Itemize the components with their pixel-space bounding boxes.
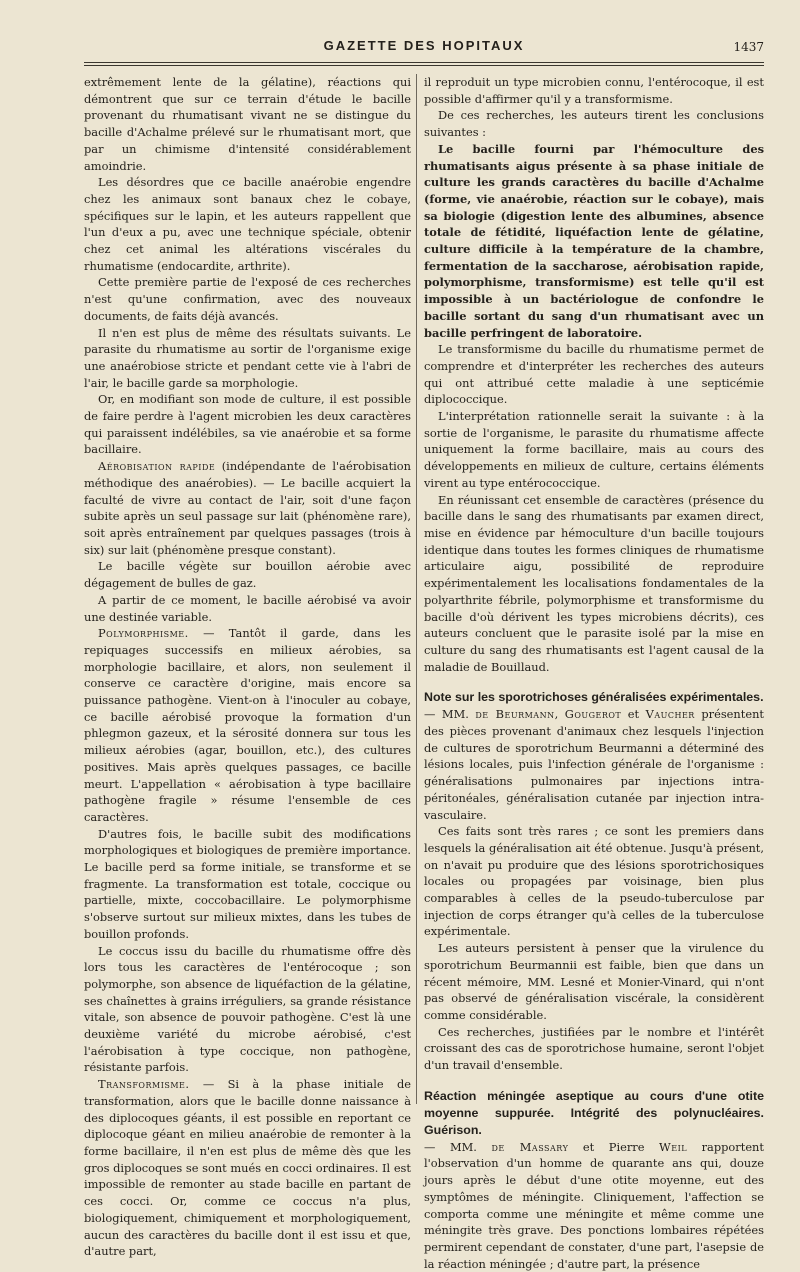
author-separator: ,: [554, 707, 565, 722]
section-label: Polymorphisme.: [98, 626, 189, 641]
paragraph: Il n'en est plus de même des résultats suivants. Le parasite du rhumatisme au sortir de l'organisme exige une anaérobiose stricte et pendant cette vie à l'abri de l'air, le bacille garde sa morphologie.: [84, 325, 411, 390]
paragraph: Le coccus issu du bacille du rhumatisme offre dès lors tous les caractères de l'entérocoque ; son polymorphe, son absence de liquéfaction de la gélatine, ses chaînettes à grains irréguliers, sa grande résistance vitale, son absence de pouvoir pathogène. C'est là une deuxième variété du microbe aérobisé, c'est l'aérobisation à type coccique, non pathogène, résistante parfois.: [84, 943, 411, 1075]
header-rule-bottom: [84, 65, 764, 66]
section-label: Aérobisation rapide: [98, 459, 216, 474]
paragraph: De ces recherches, les auteurs tirent les conclusions suivantes :: [424, 108, 764, 140]
header-rule-top: [84, 62, 764, 63]
page-number: 1437: [733, 40, 764, 54]
column-divider: [416, 74, 417, 1104]
section-text: — Tantôt il garde, dans les repiquages successifs en milieux aérobies, sa morphologie bacillaire, et alors, non seulement il conserve ce caractère d'origine, mais encore sa puissance pathogène. Vient-on à l'inoculer au cobaye, ce bacille aérobisé provoque la formation d'un phlegmon gazeux, et la sérosité donnera sur tous les milieux aérobies (agar, bouillon, etc.), des cultures positives. Mais après quelques passages, ce bacille meurt. L'appellation « aérobisation à type bacillaire pathogène fragile » résume l'ensemble de ces caractères.: [84, 626, 411, 824]
paragraph: Les auteurs persistent à penser que la virulence du sporotrichum Beurmannii est faible, bien que dans un récent mémoire, MM. Lesné et Monier-Vinard, qui n'ont pas observé de généralisation viscérale, la considèrent comme considérable.: [424, 941, 764, 1022]
paragraph: Le bacille végète sur bouillon aérobie avec dégagement de bulles de gaz.: [84, 559, 411, 591]
article-text: rapportent l'observation d'un homme de quarante ans qui, douze jours après le début d'une otite moyenne, eut des symptômes de méningite. Cliniquement, l'affection se comporta comme une méningite et même comme une méningite très grave. Des ponctions lombaires répétées permirent cependant de constater, d'une part, l'asepsie de la réaction méningée ; d'autre part, la présence: [424, 1139, 764, 1271]
author-name: Weil: [659, 1139, 688, 1154]
journal-title: GAZETTE DES HOPITAUX: [323, 38, 525, 53]
section-label: Transformisme.: [98, 1077, 190, 1092]
paragraph: Or, en modifiant son mode de culture, il est possible de faire perdre à l'agent microbien les deux caractères qui paraissent indélébiles, sa vie anaérobie et sa forme bacillaire.: [84, 392, 411, 457]
paragraph: extrêmement lente de la gélatine), réactions qui démontrent que sur ce terrain d'étude le bacille provenant du rhumatisant vivant ne se distingue du bacille d'Achalme prélevé sur le rhumatisant mort, que par un chimisme d'intensité considérablement amoindrie.: [84, 75, 411, 173]
section-text: (indépendante de l'aérobisation méthodique des anaérobies). — Le bacille acquiert la faculté de vivre au contact de l'air, soit d'une façon subite après un seul passage sur lait (phénomène rare), soit après entraînement par quelques passages (trois à six) sur lait (phénomène presque constant).: [84, 459, 411, 557]
article-title-sporotrichoses: Note sur les sporotrichoses généralisées expérimentales.: [424, 690, 764, 705]
paragraph: Les désordres que ce bacille anaérobie engendre chez les animaux sont banaux chez le cobaye, spécifiques sur le lapin, et les auteurs rappellent que l'un d'eux a pu, avec une technique spéciale, obtenir chez cet animal les altérations viscérales du rhumatisme (endocardite, arthrite).: [84, 175, 411, 273]
section-transformisme: [84, 1076, 411, 1260]
article-intro: [424, 706, 764, 823]
page-header: [84, 34, 764, 60]
author-separator: et Pierre: [568, 1139, 660, 1154]
section-aerobisation: [84, 458, 411, 558]
article-intro: [424, 1139, 764, 1272]
author-name: Gougerot: [564, 707, 622, 722]
author-name: de Massary: [491, 1139, 569, 1154]
section-text: — Si à la phase initiale de transformation, alors que le bacille donne naissance à des diplocoques géants, il est possible en reportant ce diplocoque géant en milieu anaérobie de remonter à la forme bacillaire, il n'en est plus de même dès que les gros diplocoques se sont mués en cocci ordinaires. Il est impossible de remonter au stade bacille en partant de ces cocci. Or, comme ce coccus n'a plus, biologiquement, chimiquement et morphologiquement, aucun des caractères du bacille dont il est issu et que, d'autre part,: [84, 1077, 411, 1259]
right-column: [424, 74, 764, 1271]
article-title-meningee: Réaction méningée aseptique au cours d'une otite moyenne suppurée. Intégrité des polynucléaires. Guérison.: [424, 1088, 764, 1137]
author-separator: et: [621, 707, 646, 722]
paragraph: En réunissant cet ensemble de caractères (présence du bacille dans le sang des rhumatisants par examen direct, mise en évidence par hémoculture d'un bacille toujours identique dans toutes les formes cliniques de rhumatisme articulaire aigu, possibilité de reproduire expérimentalement les localisations fondamentales de la polyarthrite fébrile, polymorphisme et transformisme du bacille d'où dérivent les types microbiens décrits), ces auteurs concluent que le parasite isolé par la mise en culture du sang des rhumatisants est l'agent causal de la maladie de Bouillaud.: [424, 492, 764, 674]
left-column: [84, 74, 411, 1259]
paragraph: D'autres fois, le bacille subit des modifications morphologiques et biologiques de première importance. Le bacille perd sa forme initiale, se transforme et se fragmente. La transformation est totale, coccique ou partielle, mixte, coccobacillaire. Le polymorphisme s'observe surtout sur milieux mixtes, dans les tubes de bouillon profonds.: [84, 826, 411, 941]
author-name: Vaucher: [645, 707, 695, 722]
paragraph: Le transformisme du bacille du rhumatisme permet de comprendre et d'interpréter les recherches des auteurs qui ont attribué cette maladie à une septicémie diplococcique.: [424, 342, 764, 407]
authors-prefix: — MM.: [424, 707, 476, 722]
paragraph: il reproduit un type microbien connu, l'entérocoque, il est possible d'affirmer qu'il y a transformisme.: [424, 75, 764, 106]
section-polymorphisme: [84, 625, 411, 825]
article-text: présentent des pièces provenant d'animaux chez lesquels l'injection de cultures de sporotrichum Beurmanni a déterminé des lésions locales, puis l'infection générale de l'organisme : généralisations pulmonaires par injections intra-péritonéales, généralisation cutanée par injection intra-vasculaire.: [424, 707, 764, 822]
paragraph: Ces faits sont très rares ; ce sont les premiers dans lesquels la généralisation ait été obtenue. Jusqu'à présent, on n'avait pu produire que des lésions sporotrichosiques locales ou propagées par voisinage, bien plus comparables à celles de la pseudo-tuberculose par injection de corps étranger qu'à celles de la tuberculose expérimentale.: [424, 824, 764, 939]
paragraph: Ces recherches, justifiées par le nombre et l'intérêt croissant des cas de sporotrichose humaine, seront l'objet d'un travail d'ensemble.: [424, 1024, 764, 1073]
conclusion-paragraph: Le bacille fourni par l'hémoculture des rhumatisants aigus présente à sa phase initiale de culture les grands caractères du bacille d'Achalme (forme, vie anaérobie, réaction sur le cobaye), mais sa biologie (digestion lente des albumines, absence totale de fétidité, liquéfaction lente de gélatine, culture difficile à la température de la chambre, fermentation de la saccharose, aérobisation rapide, polymorphisme, transformisme) est telle qu'il est impossible à un bactériologue de confondre le bacille sortant du sang d'un rhumatisant avec un bacille perfringent de laboratoire.: [424, 141, 764, 340]
authors-prefix: — MM.: [424, 1139, 492, 1154]
paragraph: L'interprétation rationnelle serait la suivante : à la sortie de l'organisme, le parasite du rhumatisme affecte uniquement la forme bacillaire, mais au cours des développements en milieux de culture, certains éléments virent au type entérococcique.: [424, 409, 764, 490]
author-name: de Beurmann: [475, 707, 555, 722]
paragraph: A partir de ce moment, le bacille aérobisé va avoir une destinée variable.: [84, 592, 411, 624]
paragraph: Cette première partie de l'exposé de ces recherches n'est qu'une confirmation, avec des nouveaux documents, de faits déjà avancés.: [84, 275, 411, 323]
